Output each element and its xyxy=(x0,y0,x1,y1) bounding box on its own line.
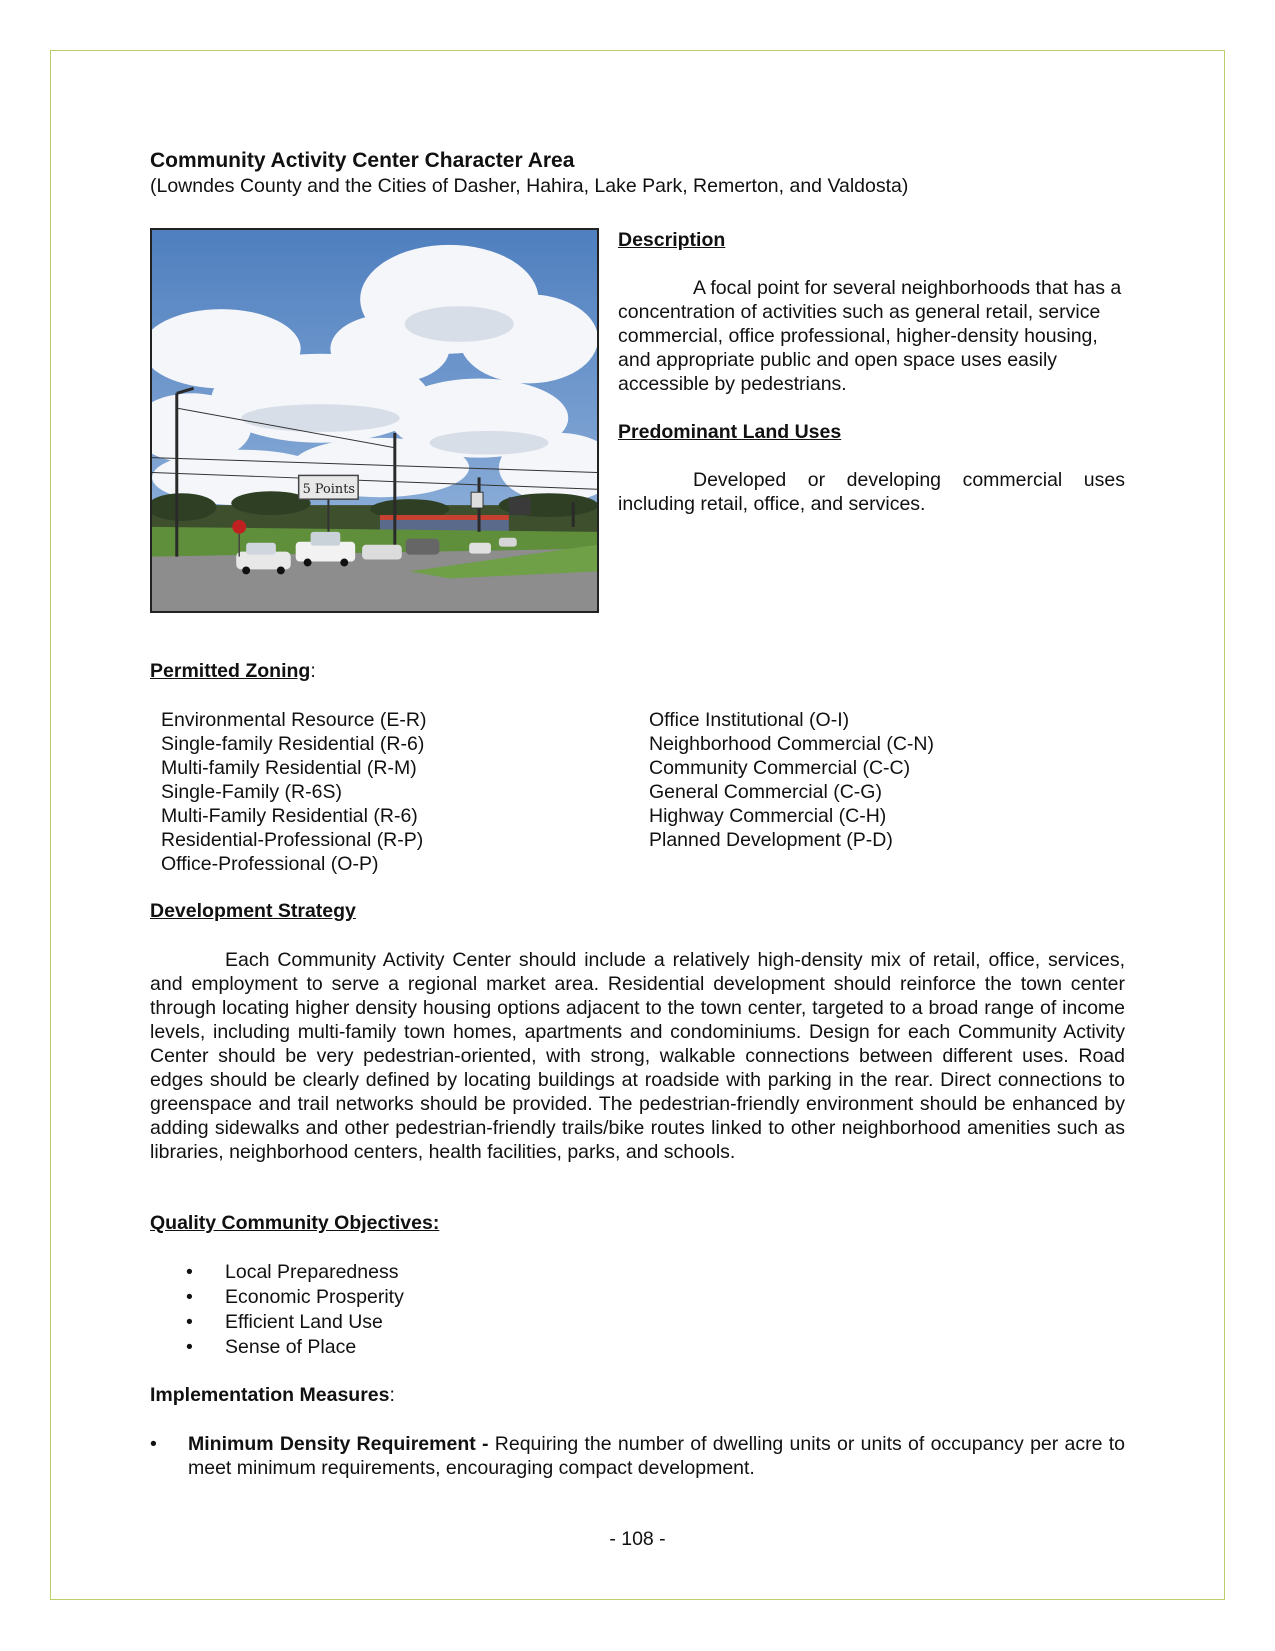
sign-text: 5 Points xyxy=(302,482,355,498)
objective-item: • Sense of Place xyxy=(150,1335,404,1360)
page-subtitle: (Lowndes County and the Cities of Dasher, Hahira, Lake Park, Remerton, and Valdosta) xyxy=(150,175,909,197)
zoning-heading-line xyxy=(150,660,316,683)
implementation-term: Minimum Density Requirement - xyxy=(188,1433,489,1455)
zoning-item: Office Institutional (O-I) xyxy=(649,709,850,731)
description-text: A focal point for several neighborhoods that has a concentration of activities such as general retail, service commercial, office professional, higher-density housing, and appropriate public and open space uses easily accessible by pedestrians. xyxy=(618,277,1122,395)
strategy-text: Each Community Activity Center should include a relatively high-density mix of retail, office, services, and employment to serve a regional market area. Residential development should reinforce the town center through locating higher density housing options adjacent to the town center, targeted to a broad range of income levels, including multi-family town homes, apartments and condominiums. Design for each Community Activity Center should be very pedestrian-oriented, with strong, walkable connections between different uses. Road edges should be clearly defined by locating buildings at roadside with parking in the rear. Direct connections to greenspace and trail networks should be provided. The pedestrian-friendly environment should be enhanced by adding sidewalks and other pedestrian-friendly trails/bike routes linked to other neighborhood amenities such as libraries, neighborhood centers, health facilities, parks, and schools. xyxy=(150,949,1125,1163)
zoning-colon: : xyxy=(310,660,316,682)
land-uses-heading: Predominant Land Uses xyxy=(618,421,842,443)
implementation-heading: Implementation Measures xyxy=(150,1384,390,1406)
page-title: Community Activity Center Character Area xyxy=(150,149,575,172)
street-photo-illustration xyxy=(152,230,597,611)
zoning-item: Single-family Residential (R-6) xyxy=(161,733,425,755)
zoning-item: Residential-Professional (R-P) xyxy=(161,829,424,851)
zoning-item: General Commercial (C-G) xyxy=(649,781,882,803)
implementation-list xyxy=(150,1432,1125,1480)
implementation-heading-line xyxy=(150,1384,395,1407)
street-photo xyxy=(150,228,599,613)
zoning-item: Multi-family Residential (R-M) xyxy=(161,757,417,779)
objectives-list xyxy=(150,1260,404,1360)
zoning-item: Highway Commercial (C-H) xyxy=(649,805,887,827)
zoning-item: Neighborhood Commercial (C-N) xyxy=(649,733,935,755)
implementation-item xyxy=(150,1432,1125,1480)
zoning-list-left xyxy=(161,708,427,876)
zoning-item: Planned Development (P-D) xyxy=(649,829,893,851)
zoning-item: Community Commercial (C-C) xyxy=(649,757,911,779)
objective-item: • Local Preparedness xyxy=(150,1260,404,1285)
zoning-list-right xyxy=(649,708,934,852)
zoning-heading: Permitted Zoning xyxy=(150,660,311,682)
implementation-colon: : xyxy=(389,1384,395,1406)
objective-item: • Economic Prosperity xyxy=(150,1285,404,1310)
implementation-text: Requiring the number of dwelling units or units of occupancy per acre to meet minimum requirements, encouraging compact development. xyxy=(188,1433,1125,1479)
zoning-item: Single-Family (R-6S) xyxy=(161,781,342,803)
header xyxy=(150,148,1125,198)
land-uses-text: Developed or developing commercial uses including retail, office, and services. xyxy=(618,469,1125,515)
zoning-item: Multi-Family Residential (R-6) xyxy=(161,805,418,827)
description-column xyxy=(618,228,1125,516)
zoning-item: Environmental Resource (E-R) xyxy=(161,709,427,731)
objective-item: • Efficient Land Use xyxy=(150,1310,404,1335)
page-number: - 108 - xyxy=(609,1528,666,1550)
zoning-item: Office-Professional (O-P) xyxy=(161,853,379,875)
description-heading: Description xyxy=(618,229,726,251)
strategy-heading: Development Strategy xyxy=(150,900,356,922)
objectives-heading: Quality Community Objectives: xyxy=(150,1212,440,1234)
